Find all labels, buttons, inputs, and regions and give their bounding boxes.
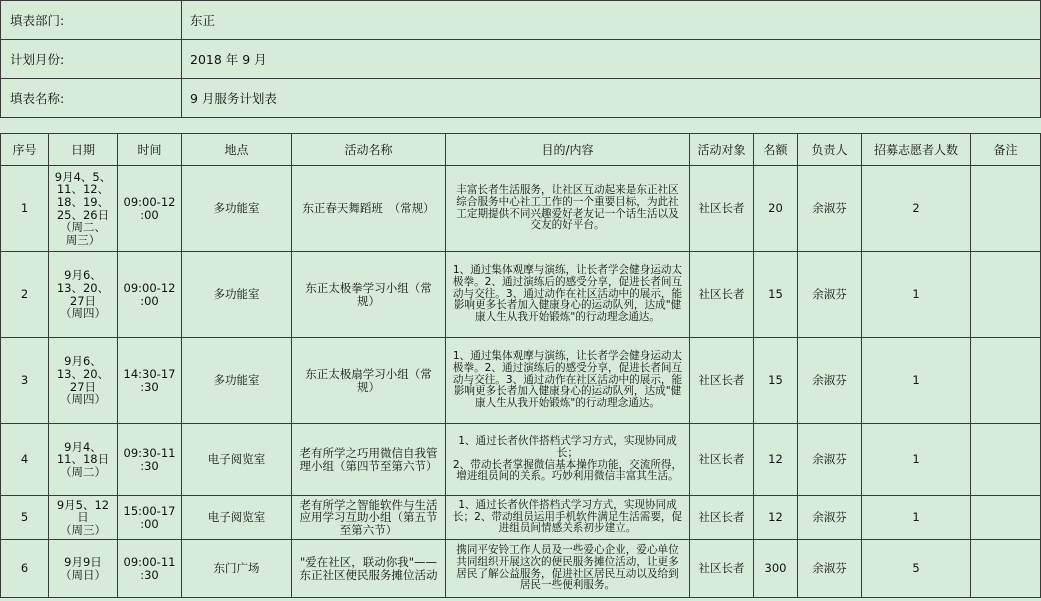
- cell-volunteers[interactable]: 2: [862, 166, 971, 252]
- cell-activity[interactable]: 老有所学之巧用微信自我管理小组（第四节至第六节）: [292, 424, 446, 496]
- cell-owner[interactable]: 余淑芬: [798, 338, 862, 424]
- header-time[interactable]: 时间: [118, 134, 182, 166]
- cell-target[interactable]: 社区长者: [690, 166, 754, 252]
- table-header-row: [1, 134, 1041, 166]
- cell-owner[interactable]: 余淑芬: [798, 166, 862, 252]
- cell-time[interactable]: 09:30-11 :30: [118, 424, 182, 496]
- table-row: [1, 166, 1041, 252]
- cell-owner[interactable]: 余淑芬: [798, 424, 862, 496]
- cell-target[interactable]: 社区长者: [690, 338, 754, 424]
- header-quota[interactable]: 名额: [754, 134, 798, 166]
- header-no[interactable]: 序号: [1, 134, 49, 166]
- cell-purpose[interactable]: 1、通过长者伙伴搭档式学习方式，实现协同成长；2、带动组员运用手机软件满足生活需要，促进组员间情感关系初步建立。: [446, 496, 690, 540]
- cell-place[interactable]: 电子阅览室: [182, 496, 292, 540]
- header-target[interactable]: 活动对象: [690, 134, 754, 166]
- cell-time[interactable]: 09:00-12 :00: [118, 166, 182, 252]
- info-value-cell[interactable]: 东正: [182, 1, 1041, 40]
- cell-no[interactable]: 2: [1, 252, 49, 338]
- cell-time[interactable]: 09:00-12 :00: [118, 252, 182, 338]
- cell-volunteers[interactable]: 1: [862, 252, 971, 338]
- cell-activity[interactable]: 东正太极拳学习小组（常规）: [292, 252, 446, 338]
- cell-date[interactable]: 9月5、12 日 （周三）: [49, 496, 118, 540]
- info-value-cell[interactable]: 9 月服务计划表: [182, 79, 1041, 118]
- cell-date[interactable]: 9月9日 （周日）: [49, 540, 118, 598]
- cell-time[interactable]: 14:30-17 :30: [118, 338, 182, 424]
- cell-target[interactable]: 社区长者: [690, 252, 754, 338]
- cell-activity[interactable]: 东正太极扇学习小组（常规）: [292, 338, 446, 424]
- cell-target[interactable]: 社区长者: [690, 424, 754, 496]
- cell-date[interactable]: 9月4、 11、18日 （周二）: [49, 424, 118, 496]
- cell-remark[interactable]: [971, 252, 1041, 338]
- header-date[interactable]: 日期: [49, 134, 118, 166]
- cell-date[interactable]: 9月4、5、 11、12、 18、19、 25、26日 （周二、 周三）: [49, 166, 118, 252]
- header-remark[interactable]: 备注: [971, 134, 1041, 166]
- cell-place[interactable]: 多功能室: [182, 338, 292, 424]
- cell-owner[interactable]: 余淑芬: [798, 496, 862, 540]
- cell-purpose[interactable]: 携同平安铃工作人员及一些爱心企业，爱心单位共同组织开展这次的便民服务摊位活动，让更多居民了解公益服务，促进社区居民互动以及给到居民一些便利服务。: [446, 540, 690, 598]
- cell-time[interactable]: 15:00-17 :00: [118, 496, 182, 540]
- header-activity[interactable]: 活动名称: [292, 134, 446, 166]
- cell-volunteers[interactable]: 1: [862, 424, 971, 496]
- cell-no[interactable]: 5: [1, 496, 49, 540]
- cell-target[interactable]: 社区长者: [690, 496, 754, 540]
- cell-quota[interactable]: 15: [754, 252, 798, 338]
- cell-place[interactable]: 电子阅览室: [182, 424, 292, 496]
- info-table: [0, 0, 1041, 118]
- cell-owner[interactable]: 余淑芬: [798, 540, 862, 598]
- cell-volunteers[interactable]: 1: [862, 338, 971, 424]
- cell-owner[interactable]: 余淑芬: [798, 252, 862, 338]
- cell-no[interactable]: 4: [1, 424, 49, 496]
- cell-no[interactable]: 1: [1, 166, 49, 252]
- table-row: [1, 424, 1041, 496]
- cell-purpose[interactable]: 1、通过集体观摩与演练，让长者学会健身运动太极拳。2、通过演练后的感受分享，促进长者间互动与交往。3、通过动作在社区活动中的展示，能影响更多长者加入健康身心的运动队列，达成"健康人生从我开始锻炼"的行动理念通达。: [446, 338, 690, 424]
- header-purpose[interactable]: 目的/内容: [446, 134, 690, 166]
- info-value-cell[interactable]: 2018 年 9 月: [182, 40, 1041, 79]
- cell-remark[interactable]: [971, 540, 1041, 598]
- cell-target[interactable]: 社区长者: [690, 540, 754, 598]
- plan-table: [0, 133, 1041, 598]
- cell-date[interactable]: 9月6、 13、20、 27日 （周四）: [49, 252, 118, 338]
- cell-quota[interactable]: 12: [754, 496, 798, 540]
- cell-time[interactable]: 09:00-11 :30: [118, 540, 182, 598]
- cell-remark[interactable]: [971, 338, 1041, 424]
- cell-quota[interactable]: 15: [754, 338, 798, 424]
- cell-quota[interactable]: 20: [754, 166, 798, 252]
- cell-purpose[interactable]: 1、通过长者伙伴搭档式学习方式，实现协同成长； 2、带动长者掌握微信基本操作功能，交流所得，增进组员间的关系。巧妙利用微信丰富其生活。: [446, 424, 690, 496]
- header-place[interactable]: 地点: [182, 134, 292, 166]
- cell-volunteers[interactable]: 1: [862, 496, 971, 540]
- info-label-cell[interactable]: 填表名称:: [1, 79, 182, 118]
- cell-date[interactable]: 9月6、 13、20、 27日 （周四）: [49, 338, 118, 424]
- cell-activity[interactable]: "爱在社区，联动你我"——东正社区便民服务摊位活动: [292, 540, 446, 598]
- cell-purpose[interactable]: 1、通过集体观摩与演练，让长者学会健身运动太极拳。2、通过演练后的感受分享，促进长者间互动与交往。3、通过动作在社区活动中的展示，能影响更多长者加入健康身心的运动队列，达成"健康人生从我开始锻炼"的行动理念通达。: [446, 252, 690, 338]
- cell-activity[interactable]: 老有所学之智能软件与生活应用学习互助小组（第五节至第六节）: [292, 496, 446, 540]
- cell-quota[interactable]: 12: [754, 424, 798, 496]
- header-volunteers[interactable]: 招募志愿者人数: [862, 134, 971, 166]
- info-label-cell[interactable]: 计划月份:: [1, 40, 182, 79]
- cell-purpose[interactable]: 丰富长者生活服务，让社区互动起来是东正社区综合服务中心社工工作的一个重要目标，为此社工定期提供不同兴趣爱好老友记一个话生活以及交友的好平台。: [446, 166, 690, 252]
- cell-quota[interactable]: 300: [754, 540, 798, 598]
- info-label-cell[interactable]: 填表部门:: [1, 1, 182, 40]
- cell-place[interactable]: 多功能室: [182, 252, 292, 338]
- cell-remark[interactable]: [971, 424, 1041, 496]
- cell-remark[interactable]: [971, 496, 1041, 540]
- cell-remark[interactable]: [971, 166, 1041, 252]
- table-row: [1, 496, 1041, 540]
- cell-volunteers[interactable]: 5: [862, 540, 971, 598]
- header-owner[interactable]: 负责人: [798, 134, 862, 166]
- info-row-month: [1, 40, 1041, 79]
- cell-no[interactable]: 6: [1, 540, 49, 598]
- info-row-department: [1, 1, 1041, 40]
- info-row-form-name: [1, 79, 1041, 118]
- table-row: [1, 540, 1041, 598]
- cell-place[interactable]: 东门广场: [182, 540, 292, 598]
- table-row: [1, 338, 1041, 424]
- cell-place[interactable]: 多功能室: [182, 166, 292, 252]
- table-row: [1, 252, 1041, 338]
- cell-activity[interactable]: 东正春天舞蹈班 （常规）: [292, 166, 446, 252]
- cell-no[interactable]: 3: [1, 338, 49, 424]
